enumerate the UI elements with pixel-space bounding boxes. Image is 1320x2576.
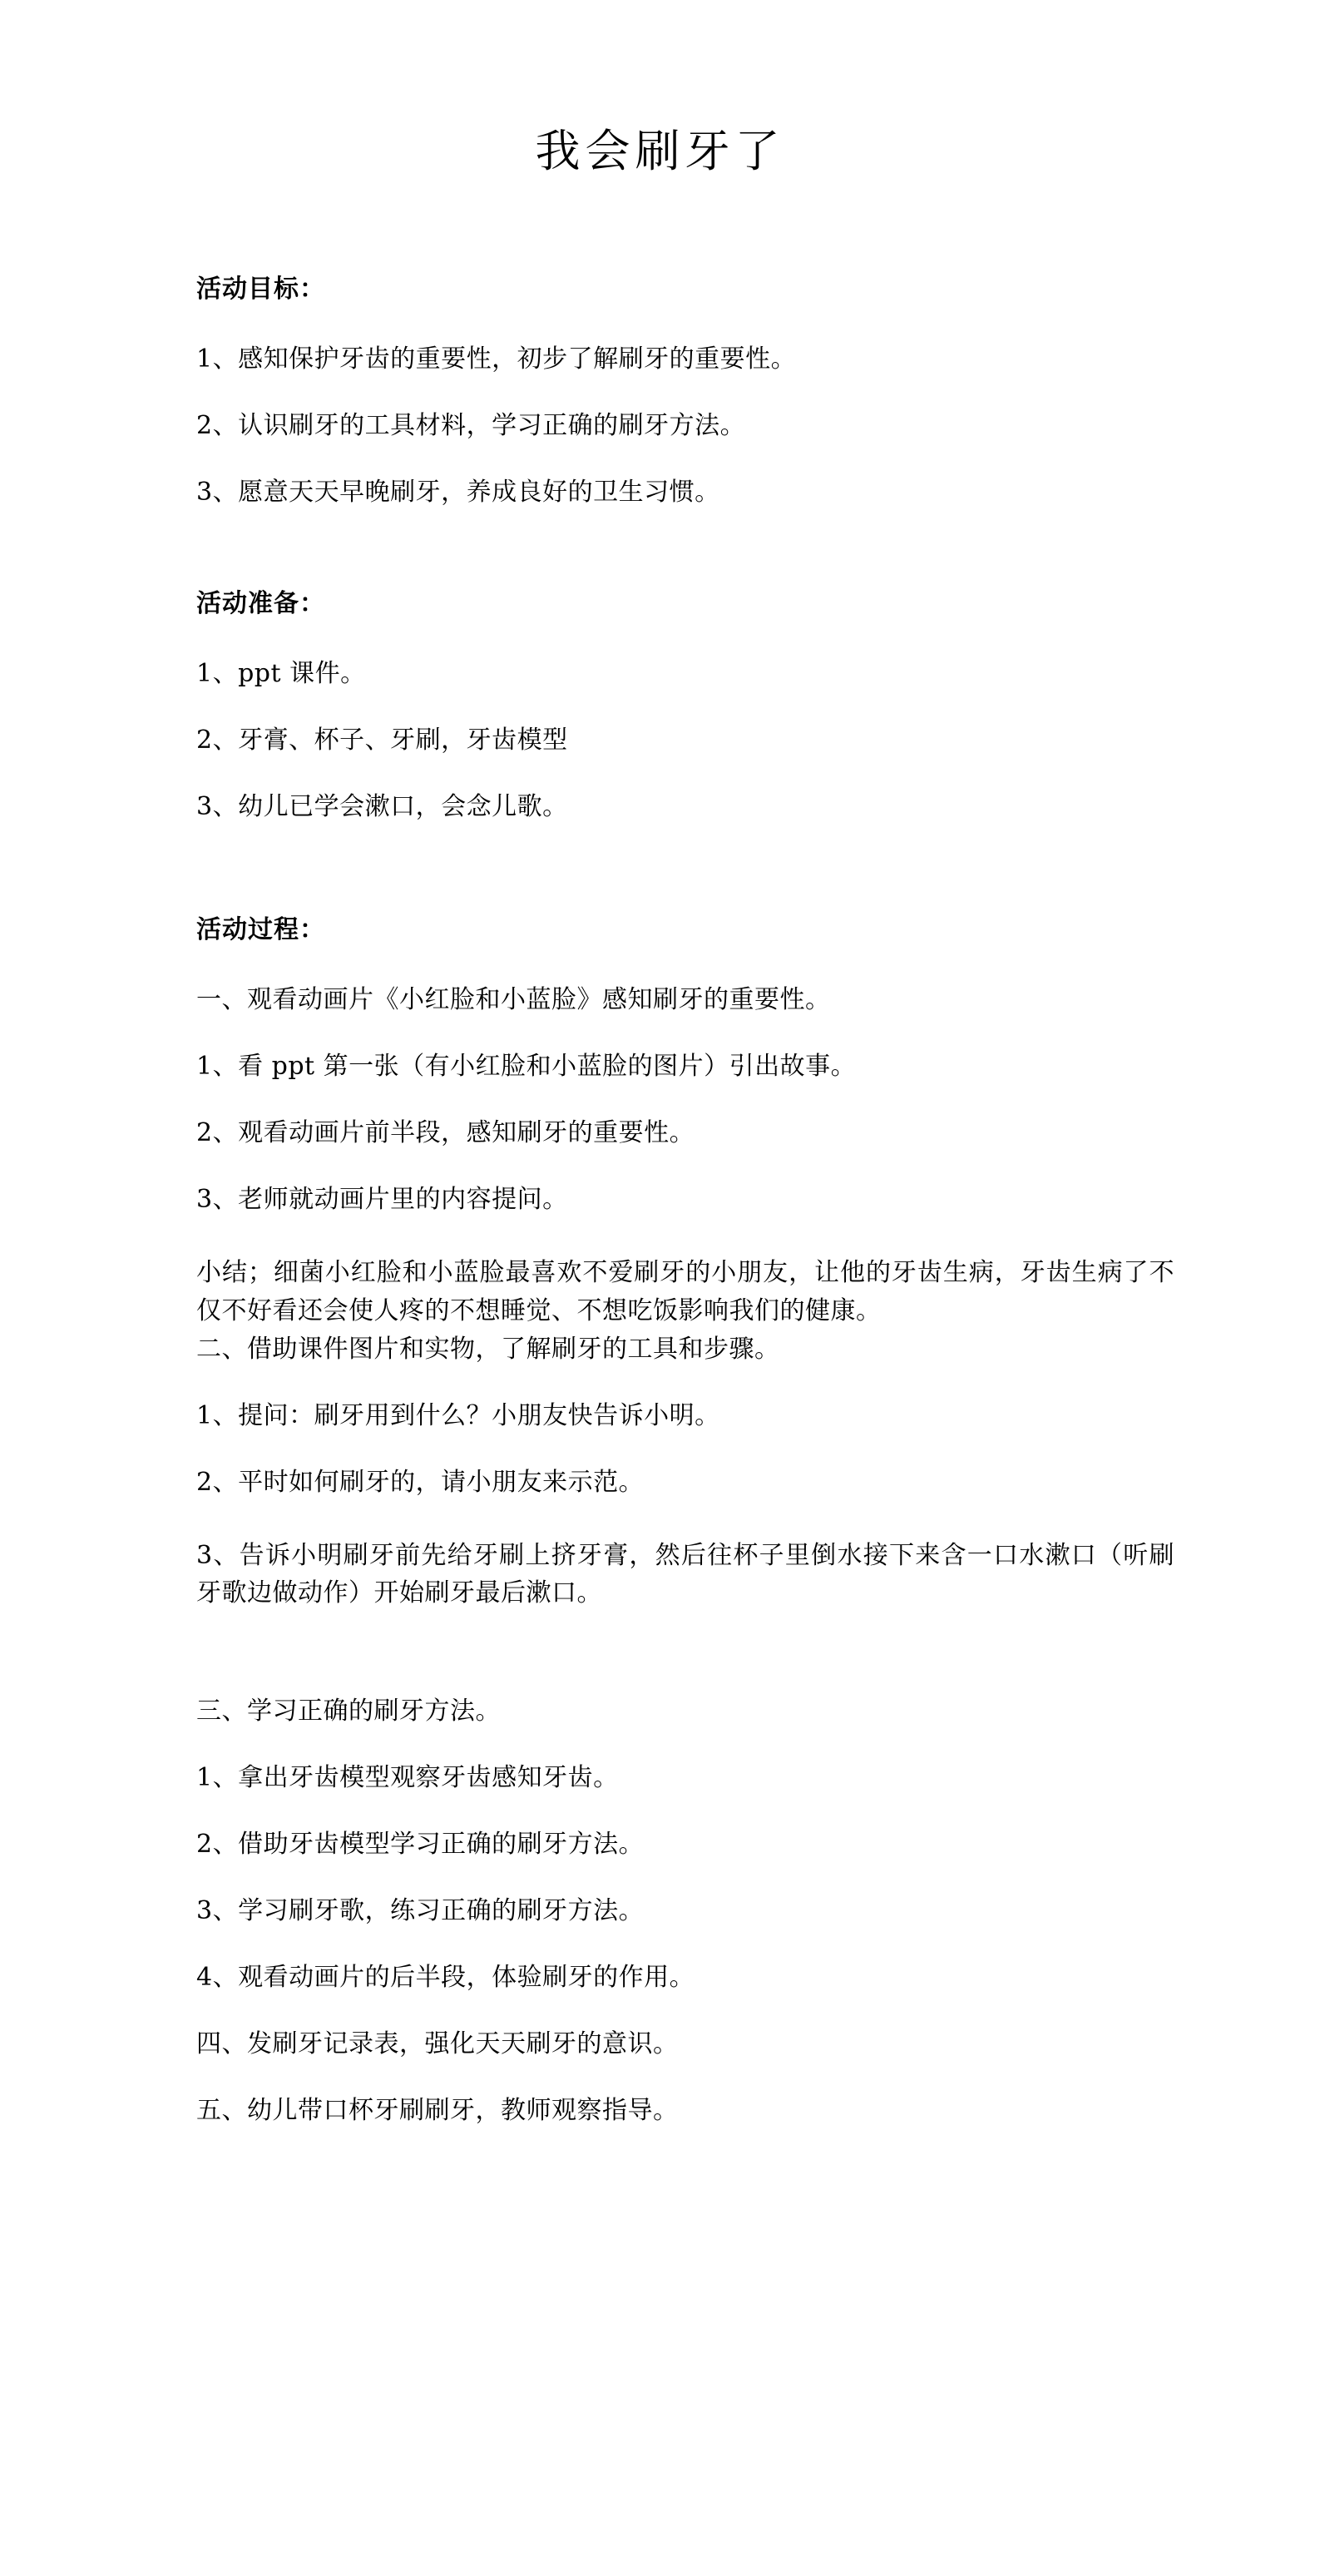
document-body [0, 274, 1320, 2126]
list-item: 1、看 ppt 第一张（有小红脸和小蓝脸的图片）引出故事。 [196, 1051, 857, 1081]
spacer [196, 943, 1174, 988]
list-item: 2、观看动画片前半段，感知刷牙的重要性。 [196, 1117, 695, 1147]
spacer [196, 686, 1174, 728]
summary-paragraph: 小结；细菌小红脸和小蓝脸最喜欢不爱刷牙的小朋友，让他的牙齿生病，牙齿生病了不仅不好看还会使人疼的不想睡觉、不想吃饭影响我们的健康。 [196, 1257, 1174, 1325]
spacer [196, 1212, 1174, 1254]
section-activity-preparation [196, 588, 1174, 821]
spacer [196, 617, 1174, 661]
spacer [196, 1495, 1174, 1537]
section-activity-goals [196, 274, 1174, 507]
list-item: 3、学习刷牙歌，练习正确的刷牙方法。 [196, 1896, 645, 1926]
list-item: 五、幼儿带口杯牙刷刷牙，教师观察指导。 [196, 2096, 679, 2126]
spacer [196, 1724, 1174, 1766]
section-heading: 活动准备： [196, 588, 325, 618]
spacer [196, 753, 1174, 795]
list-item: 3、幼儿已学会漱口，会念儿歌。 [196, 791, 568, 821]
list-item-long: 3、告诉小明刷牙前先给牙刷上挤牙膏，然后往杯子里倒水接下来含一口水漱口（听刷牙歌边做动作）开始刷牙最后漱口。 [196, 1540, 1174, 1608]
list-item: 1、ppt 课件。 [196, 658, 366, 688]
spacer [196, 505, 1174, 592]
spacer [196, 1013, 1174, 1054]
page-title: 我会刷牙了 [535, 125, 785, 177]
list-item: 3、愿意天天早晚刷牙，养成良好的卫生习惯。 [196, 477, 720, 507]
spacer [196, 1857, 1174, 1899]
list-item: 2、平时如何刷牙的，请小朋友来示范。 [196, 1467, 645, 1497]
spacer [196, 1990, 1174, 2032]
spacer [196, 1924, 1174, 1965]
list-item: 1、拿出牙齿模型观察牙齿感知牙齿。 [196, 1763, 619, 1793]
list-item: 2、认识刷牙的工具材料，学习正确的刷牙方法。 [196, 410, 746, 440]
spacer [196, 1146, 1174, 1187]
section-heading: 活动过程： [196, 914, 325, 944]
spacer [196, 1429, 1174, 1470]
spacer [196, 1362, 1174, 1404]
list-item: 3、老师就动画片里的内容提问。 [196, 1184, 568, 1214]
list-item: 四、发刷牙记录表，强化天天刷牙的意识。 [196, 2029, 679, 2059]
section-heading: 活动目标： [196, 274, 325, 304]
spacer [196, 820, 1174, 918]
spacer [196, 1612, 1174, 1699]
list-item: 三、学习正确的刷牙方法。 [196, 1697, 501, 1726]
spacer [196, 302, 1174, 347]
spacer [196, 1079, 1174, 1121]
list-item: 4、观看动画片的后半段，体验刷牙的作用。 [196, 1963, 695, 1993]
list-item: 2、牙膏、杯子、牙刷，牙齿模型 [196, 725, 568, 755]
spacer [196, 372, 1174, 414]
list-item: 二、借助课件图片和实物，了解刷牙的工具和步骤。 [196, 1334, 780, 1364]
list-item: 一、观看动画片《小红脸和小蓝脸》感知刷牙的重要性。 [196, 984, 831, 1014]
spacer [196, 1791, 1174, 1832]
list-item: 1、提问：刷牙用到什么？小朋友快告诉小明。 [196, 1400, 720, 1430]
list-item: 1、感知保护牙齿的重要性，初步了解刷牙的重要性。 [196, 344, 797, 374]
spacer [196, 438, 1174, 480]
spacer [196, 2057, 1174, 2098]
list-item: 2、借助牙齿模型学习正确的刷牙方法。 [196, 1830, 645, 1860]
section-activity-process [196, 914, 1174, 2126]
